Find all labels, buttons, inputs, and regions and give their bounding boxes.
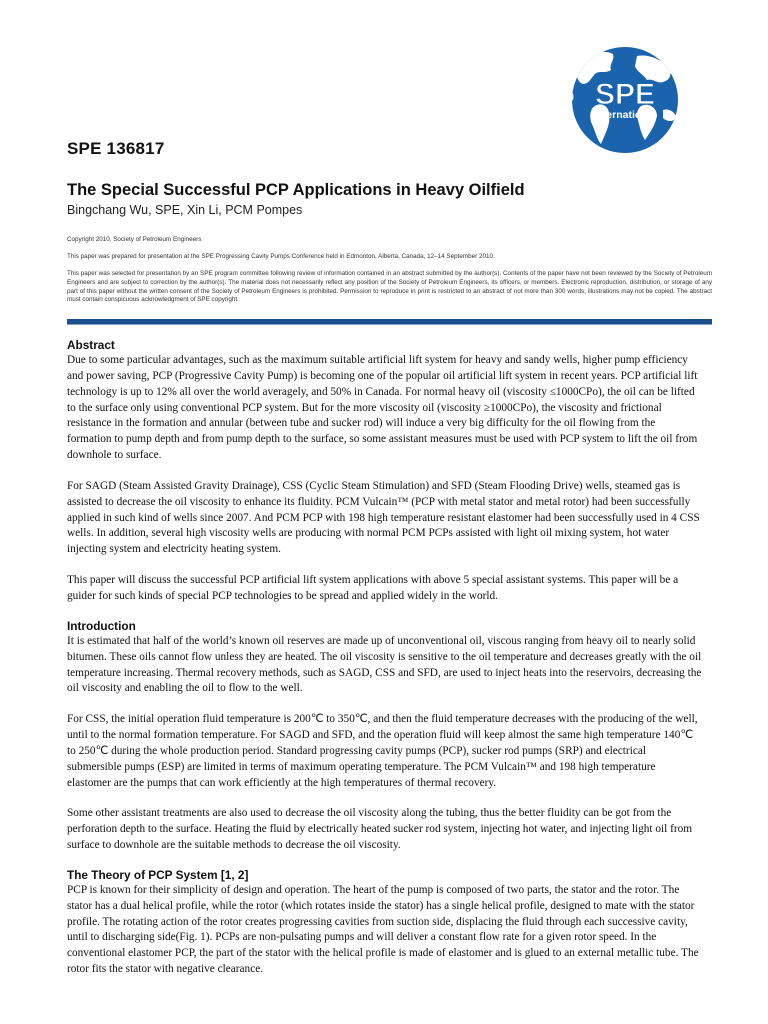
paper-body [67, 338, 702, 978]
theory-paragraph-1: PCP is known for their simplicity of design and operation. The heart of the pump is composed of two parts, the stator and the rotor. The stator has a dual helical profile, while the rotor (which rotates inside the stator) has a single helical profile, designed to mate with the stator profile. The rotating action of the rotor creates progressing cavities from suction side, displacing the fluid through each successive cavity, until to discharging side(Fig. 1). PCPs are non-pulsating pumps and will deliver a constant flow rate for a given rotor speed. In the conventional elastomer PCP, the part of the stator with the helical profile is made of elastomer and is glued to an external metallic tube. The rotor fits the stator with negative clearance. [67, 883, 699, 976]
logo-brand-text: SPE [594, 78, 656, 111]
paper-number: SPE 136817 [67, 139, 165, 158]
paper-authors: Bingchang Wu, SPE, Xin Li, PCM Pompes [67, 203, 303, 217]
header-divider-thin [67, 324, 712, 325]
spe-international-logo [545, 44, 705, 156]
logo-sub-text: International [593, 109, 657, 121]
introduction-paragraph-1: It is estimated that half of the world’s known oil reserves are made up of unconventional oil, viscous ranging from heavy oil to nearly solid bitumen. These oils cannot flow unless they are heated. The oil viscosity is sensitive to the oil temperature and decreases greatly with the oil temperature increasing. Thermal recovery methods, such as SAGD, CSS and SFD, are used to inject heats into the reservoirs, decreasing the oil viscosity and enabling the oil to flow to the well. [67, 634, 702, 695]
introduction-paragraph-2: For CSS, the initial operation fluid temperature is 200℃ to 350℃, and then the fluid temperature decreases with the producing of the well, until to the normal formation temperature. For SAGD and SFD, and the operation fluid will keep almost the same high temperature 140℃ to 250℃ during the whole production period. Standard progressing cavity pumps (PCP), sucker rod pumps (SRP) and electrical submersible pumps (ESP) are limited in terms of maximum operating temperature. The PCM Vulcain™ and 198 high temperature elastomer are the pumps that can work efficiently at the high temperatures of thermal recovery. [67, 713, 698, 789]
review-disclaimer: This paper was selected for presentation by an SPE program committee following review of information contained in an abstract submitted by the author(s). Contents of the paper have not been reviewed by the Society of Petroleum Engineers and are subject to correction by the author(s). The material does not necessarily reflect any position of the Society of Petroleum Engineers, its officers, or members. Electronic reproduction, distribution, or storage of any part of this paper without the written consent of the Society of Petroleum Engineers is prohibited. Permission to reproduce in print is restricted to an abstract of not more than 300 words; illustrations may not be copied. The abstract must contain conspicuous acknowledgment of SPE copyright. [67, 270, 712, 304]
abstract-paragraph-2: For SAGD (Steam Assisted Gravity Drainage), CSS (Cyclic Steam Stimulation) and SFD (Steam Flooding Drive) wells, steamed gas is assisted to decrease the oil viscosity to enhance its fluidity. PCM Vulcain™ (PCP with metal stator and metal rotor) had been successfully applied in such kind of wells since 2007. And PCM PCP with 198 high temperature resistant elastomer had been successfully used in 4 CSS wells. In addition, several high viscosity wells are producing with normal PCM PCPs assisted with light oil mixing system, hot water injecting system and electricity heating system. [67, 479, 700, 556]
section-heading-theory: The Theory of PCP System [1, 2] [67, 867, 249, 882]
copyright-notice: Copyright 2010, Society of Petroleum Engineers [67, 236, 202, 243]
abstract-paragraph-3: This paper will discuss the successful PCP artificial lift system applications with above 5 special assistant systems. This paper will be a guider for such kinds of special PCP technologies to be spread and applied widely in the world. [67, 574, 679, 602]
introduction-paragraph-3: Some other assistant treatments are also used to decrease the oil viscosity along the tubing, thus the better fluidity can be got from the perforation depth to the surface. Heating the fluid by electrically heated sucker rod system, injecting hot water, and injecting light oil from surface to downhole are the suitable methods to decrease the oil viscosity. [67, 807, 693, 852]
paper-title: The Special Successful PCP Applications in Heavy Oilfield [67, 181, 525, 199]
conference-notice: This paper was prepared for presentation at the SPE Progressing Cavity Pumps Conference held in Edmonton, Alberta, Canada, 12–14 September 2010. [67, 253, 495, 260]
section-heading-abstract: Abstract [67, 338, 115, 352]
section-heading-introduction: Introduction [67, 618, 136, 633]
abstract-paragraph-1: Due to some particular advantages, such as the maximum suitable artificial lift system for heavy and sandy wells, higher pump efficiency and power saving, PCP (Progressive Cavity Pump) is becoming one of the popular oil artificial lift system in recent years. PCP artificial lift technology is up to 12% all over the world averagely, and 50% in Canada. For normal heavy oil (viscosity ≤1000CPo), the oil can be lifted to the surface only using conventional PCP system. But for the more viscosity oil (viscosity ≥1000CPo), the viscosity and frictional resistance in the formation and annular (between tube and sucker rod) will induce a very big difficulty for the oil flowing from the formation to pump depth and from pump depth to the surface, so some assistant measures must be used with PCP system to lift the oil from downhole to surface. [67, 354, 698, 462]
